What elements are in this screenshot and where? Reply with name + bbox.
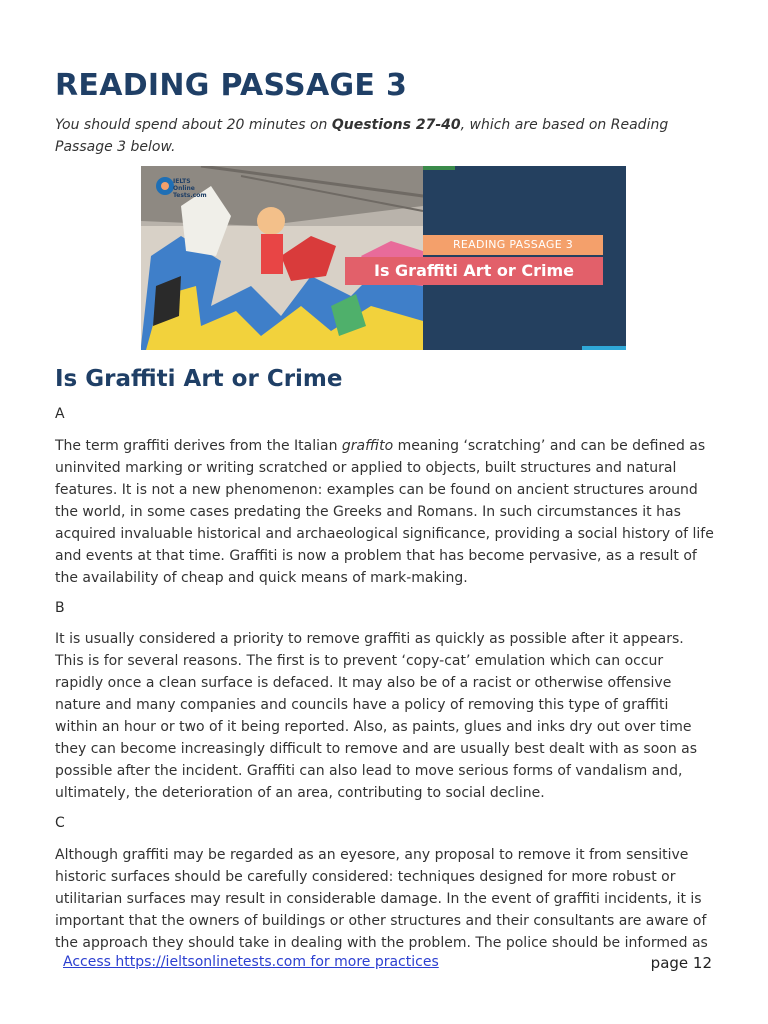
ielts-logo xyxy=(173,178,207,199)
section-a-paragraph xyxy=(55,435,715,589)
logo-line: Tests.com xyxy=(173,192,207,199)
article-title: Is Graffiti Art or Crime xyxy=(55,366,343,392)
practice-link[interactable]: Access https://ieltsonlinetests.com for more practices xyxy=(63,954,439,970)
section-c-paragraph: Although graffiti may be regarded as an eyesore, any proposal to remove it from sensitive historic surfaces should be carefully considered: techniques designed for more robust or utilitarian surfaces may result in considerable damage. In the event of graffiti incidents, it is important that the owners of buildings or other structures and their consultants are aware of the approach they should take in dealing with the problem. The police should be informed as xyxy=(55,847,708,951)
logo-line: Online xyxy=(173,185,195,192)
instructions xyxy=(55,114,715,158)
banner-kicker: READING PASSAGE 3 xyxy=(423,235,603,255)
section-letter-b: B xyxy=(55,600,65,616)
section-a-text-end: meaning ‘scratching’ and can be defined as uninvited marking or writing scratched or applied to objects, built structures and natural features. It is not a new phenomenon: examples can be found on ancient structures around the world, in some cases predating the Greeks and Romans. In such circumstances it has acquired invaluable historical and archaeological significance, providing a social history of life and events at that time. Graffiti is now a problem that has become pervasive, as a result of the availability of cheap and quick means of mark-making. xyxy=(55,438,714,586)
passage-banner-image xyxy=(141,166,626,350)
instructions-questions: Questions 27-40 xyxy=(331,117,461,133)
section-b-paragraph: It is usually considered a priority to remove graffiti as quickly as possible after it appears. This is for several reasons. The first is to prevent ‘copy-cat’ emulation which can occur rapidly once a clean surface is defaced. It may also be of a racist or otherwise offensive nature and many companies and councils have a policy of removing this type of graffiti within an hour or two of it being reported. Also, as paints, glues and inks dry out over time they can become increasingly difficult to remove and are usually best dealt with as soon as possible after the incident. Graffiti can also lead to move serious forms of vandalism and, ultimately, the deterioration of an area, contributing to social decline. xyxy=(55,631,698,801)
section-letter-a: A xyxy=(55,406,65,422)
instructions-text: You should spend about 20 minutes on xyxy=(55,117,332,133)
logo-line: IELTS xyxy=(173,178,191,185)
section-a-text: The term graffiti derives from the Italian xyxy=(55,438,342,454)
section-letter-c: C xyxy=(55,815,65,831)
instructions-text-end: , which are based on Reading Passage 3 below. xyxy=(55,117,669,155)
section-a-italic-word: graffito xyxy=(341,438,394,454)
passage-heading: READING PASSAGE 3 xyxy=(55,68,408,103)
page-number: page 12 xyxy=(650,954,712,972)
banner-title: Is Graffiti Art or Crime xyxy=(345,257,603,285)
